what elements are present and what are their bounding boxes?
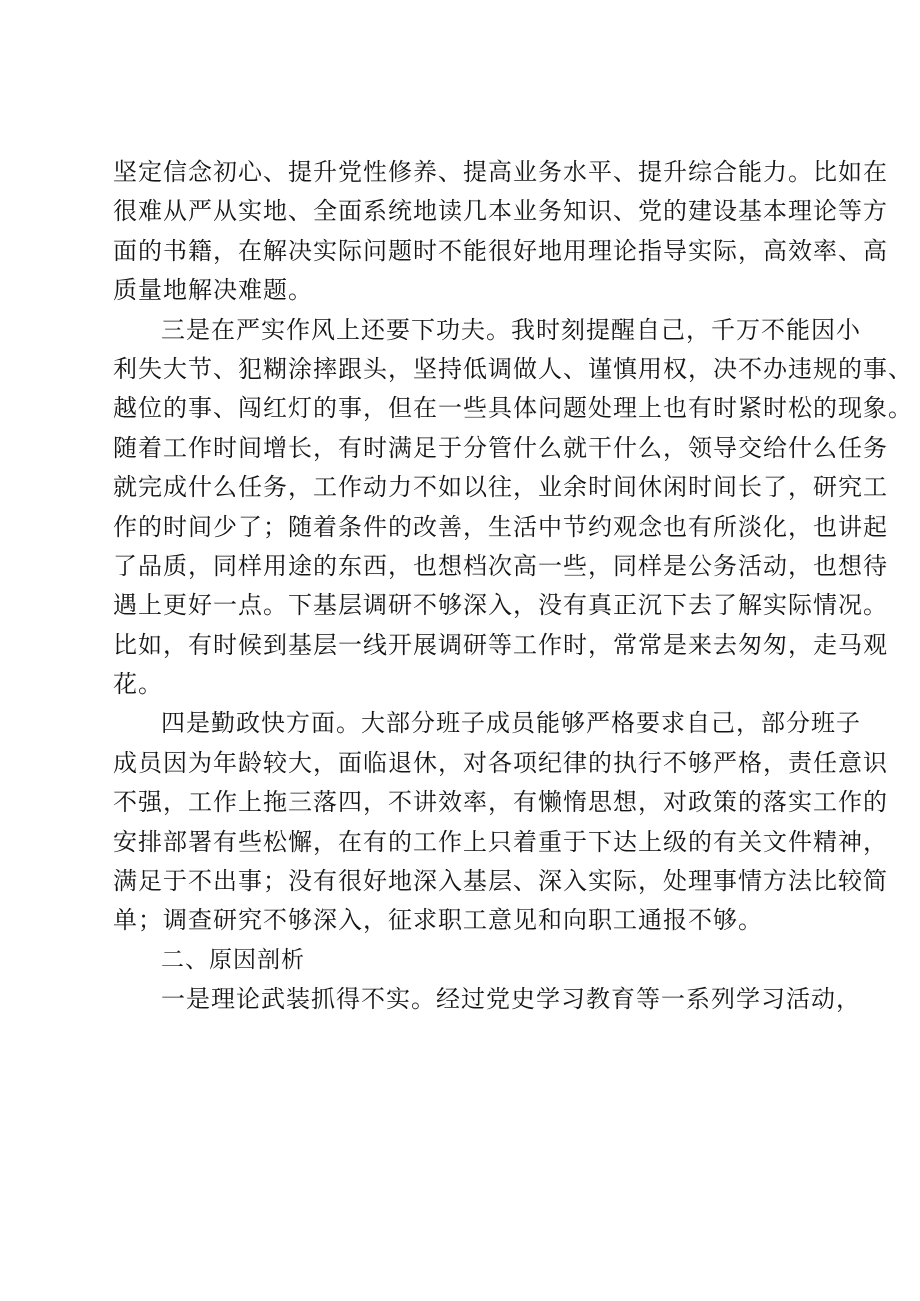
text-line: 面的书籍，在解决实际问题时不能很好地用理论指导实际，高效率、高 bbox=[113, 236, 888, 265]
text-line: 花。 bbox=[113, 670, 163, 699]
text-line: 很难从严从实地、全面系统地读几本业务知识、党的建设基本理论等方 bbox=[113, 197, 888, 226]
text-line: 坚定信念初心、提升党性修养、提高业务水平、提升综合能力。比如在 bbox=[113, 158, 888, 186]
text-line: 越位的事、闯红灯的事，但在一些具体问题处理上也有时紧时松的现象。 bbox=[113, 394, 913, 423]
paragraph-start-line: 四是勤政快方面。大部分班子成员能够严格要求自己，部分班子 bbox=[161, 709, 861, 738]
text-line: 安排部署有些松懈，在有的工作上只着重于下达上级的有关文件精神， bbox=[113, 827, 888, 856]
text-line: 单；调查研究不够深入，征求职工意见和向职工通报不够。 bbox=[113, 906, 763, 935]
text-line: 利失大节、犯糊涂摔跟头，坚持低调做人、谨慎用权，决不办违规的事、 bbox=[113, 354, 913, 383]
text-line: 遇上更好一点。下基层调研不够深入，没有真正沉下去了解实际情况。 bbox=[113, 591, 888, 620]
text-line: 不强，工作上拖三落四，不讲效率，有懒惰思想，对政策的落实工作的 bbox=[113, 788, 888, 817]
text-line: 比如，有时候到基层一线开展调研等工作时，常常是来去匆匆，走马观 bbox=[113, 630, 888, 659]
paragraph-start-line: 三是在严实作风上还要下功夫。我时刻提醒自己，千万不能因小 bbox=[161, 315, 861, 344]
text-line: 成员因为年龄较大，面临退休，对各项纪律的执行不够严格，责任意识 bbox=[113, 748, 888, 777]
document-body bbox=[113, 153, 913, 1020]
text-line: 满足于不出事；没有很好地深入基层、深入实际，处理事情方法比较简 bbox=[113, 867, 888, 896]
paragraph-start-line: 一是理论武装抓得不实。经过党史学习教育等一系列学习活动， bbox=[161, 985, 861, 1014]
text-line: 了品质，同样用途的东西，也想档次高一些，同样是公务活动，也想待 bbox=[113, 551, 888, 580]
text-line: 作的时间少了；随着条件的改善，生活中节约观念也有所淡化，也讲起 bbox=[113, 512, 888, 541]
text-line: 质量地解决难题。 bbox=[113, 276, 313, 305]
section-heading: 二、原因剖析 bbox=[161, 946, 305, 973]
text-line: 就完成什么任务，工作动力不如以往，业余时间休闲时间长了，研究工 bbox=[113, 473, 888, 502]
text-line: 随着工作时间增长，有时满足于分管什么就干什么，领导交给什么任务 bbox=[113, 433, 888, 462]
